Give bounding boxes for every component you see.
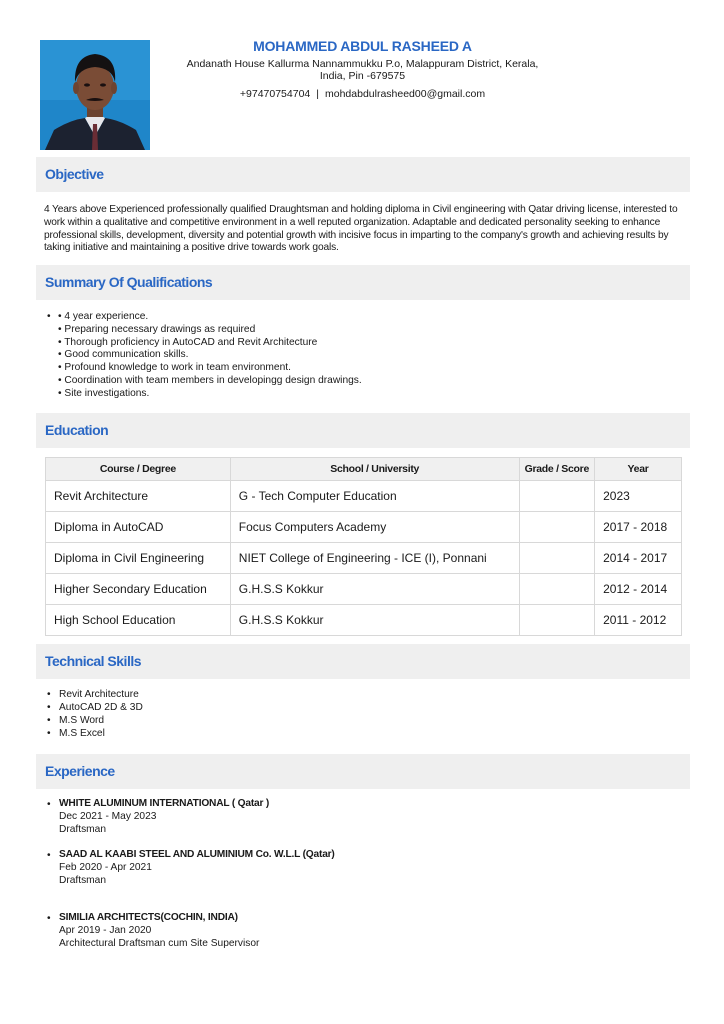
cell-course: Revit Architecture <box>46 481 231 512</box>
cell-grade <box>519 543 595 574</box>
cell-grade <box>519 481 595 512</box>
qualification-item: • Preparing necessary drawings as required <box>58 323 256 335</box>
experience-entry <box>44 912 259 950</box>
cell-course: Higher Secondary Education <box>46 574 231 605</box>
cell-school: G.H.S.S Kokkur <box>230 574 519 605</box>
section-title-objective: Objective <box>45 166 104 182</box>
profile-photo-image <box>40 40 150 150</box>
cell-year: 2011 - 2012 <box>595 605 682 636</box>
company-name: WHITE ALUMINUM INTERNATIONAL ( Qatar ) <box>59 798 270 809</box>
section-title-skills: Technical Skills <box>45 653 142 669</box>
cell-year: 2017 - 2018 <box>595 512 682 543</box>
section-title-experience: Experience <box>45 763 115 779</box>
skill-label: M.S Word <box>59 715 105 726</box>
section-objective <box>36 157 690 192</box>
column-header-course: Course / Degree <box>46 458 231 481</box>
section-title-qualifications: Summary Of Qualifications <box>45 274 213 290</box>
skill-label: M.S Excel <box>59 728 105 739</box>
qualification-item: • 4 year experience. <box>58 311 149 322</box>
list-bullet: • <box>47 799 51 810</box>
section-skills <box>36 644 690 679</box>
phone-number: +97470754704 <box>239 88 311 100</box>
candidate-name: MOHAMMED ABDUL RASHEED A <box>253 38 472 54</box>
table-row <box>46 605 682 636</box>
table-row <box>46 543 682 574</box>
employment-dates: Feb 2020 - Apr 2021 <box>59 861 152 873</box>
section-qualifications <box>36 265 690 300</box>
job-role: Architectural Draftsman cum Site Supervisor <box>59 937 260 949</box>
section-experience <box>36 754 690 789</box>
address-line-1: Andanath House Kallurma Nannammukku P.o, Malappuram District, Kerala, <box>186 58 539 70</box>
cell-school: G.H.S.S Kokkur <box>230 605 519 636</box>
cell-course: High School Education <box>46 605 231 636</box>
email-address: mohdabdulrasheed00@gmail.com <box>325 88 486 100</box>
cell-grade <box>519 605 595 636</box>
education-table <box>45 457 682 636</box>
list-bullet: • <box>47 913 51 924</box>
cell-school: Focus Computers Academy <box>230 512 519 543</box>
skills-list <box>44 688 143 740</box>
column-header-school: School / University <box>230 458 519 481</box>
cell-year: 2012 - 2014 <box>595 574 682 605</box>
employment-dates: Dec 2021 - May 2023 <box>59 810 157 822</box>
list-bullet: • <box>47 311 51 322</box>
table-row <box>46 512 682 543</box>
qualification-item: • Site investigations. <box>58 387 150 399</box>
profile-photo <box>40 40 150 150</box>
employment-dates: Apr 2019 - Jan 2020 <box>59 924 152 936</box>
table-header-row <box>46 458 682 481</box>
job-role: Draftsman <box>59 823 106 835</box>
cell-grade <box>519 574 595 605</box>
cell-course: Diploma in AutoCAD <box>46 512 231 543</box>
skill-label: Revit Architecture <box>59 689 139 700</box>
list-bullet: • <box>47 728 51 739</box>
list-item <box>44 727 143 740</box>
section-education <box>36 413 690 448</box>
cell-grade <box>519 512 595 543</box>
experience-entry <box>44 849 335 887</box>
list-bullet: • <box>47 850 51 861</box>
column-header-year: Year <box>595 458 682 481</box>
list-bullet: • <box>47 702 51 713</box>
experience-entry <box>44 798 269 836</box>
section-title-education: Education <box>45 422 109 438</box>
company-name: SAAD AL KAABI STEEL AND ALUMINIUM Co. W.L.L (Qatar) <box>59 849 335 860</box>
qualification-item: • Profound knowledge to work in team environment. <box>58 362 291 374</box>
company-name: SIMILIA ARCHITECTS(COCHIN, INDIA) <box>59 912 238 923</box>
list-bullet: • <box>47 689 51 700</box>
column-header-grade: Grade / Score <box>519 458 595 481</box>
list-bullet: • <box>47 715 51 726</box>
job-role: Draftsman <box>59 874 106 886</box>
cell-course: Diploma in Civil Engineering <box>46 543 231 574</box>
contact-separator: | <box>316 88 319 100</box>
list-item <box>44 714 143 727</box>
address-line-2: India, Pin -679575 <box>319 70 406 82</box>
cell-school: G - Tech Computer Education <box>230 481 519 512</box>
qualification-item: • Coordination with team members in developingg design drawings. <box>58 374 362 386</box>
table-row <box>46 574 682 605</box>
list-item <box>44 688 143 701</box>
contact-line <box>165 88 560 100</box>
skill-label: AutoCAD 2D & 3D <box>59 702 143 713</box>
qualification-item: • Thorough proficiency in AutoCAD and Revit Architecture <box>58 336 318 348</box>
objective-text: 4 Years above Experienced professionally qualified Draughtsman and holding diploma in Civil engineering with Qatar driving license, interested to work within a qualitative and competitive environment in a well reputed organization. Adaptable and dedicated personality seeking to enhance professional skills, development, diversity and potential growth with incisive focus in imparting to the company's growth and achieving results by taking initiative and maintaining a positive drive towards work goals. <box>44 204 678 254</box>
list-item <box>44 701 143 714</box>
resume-header <box>165 38 560 100</box>
cell-school: NIET College of Engineering - ICE (I), Ponnani <box>230 543 519 574</box>
cell-year: 2014 - 2017 <box>595 543 682 574</box>
table-row <box>46 481 682 512</box>
qualification-item: • Good communication skills. <box>58 349 189 361</box>
cell-year: 2023 <box>595 481 682 512</box>
